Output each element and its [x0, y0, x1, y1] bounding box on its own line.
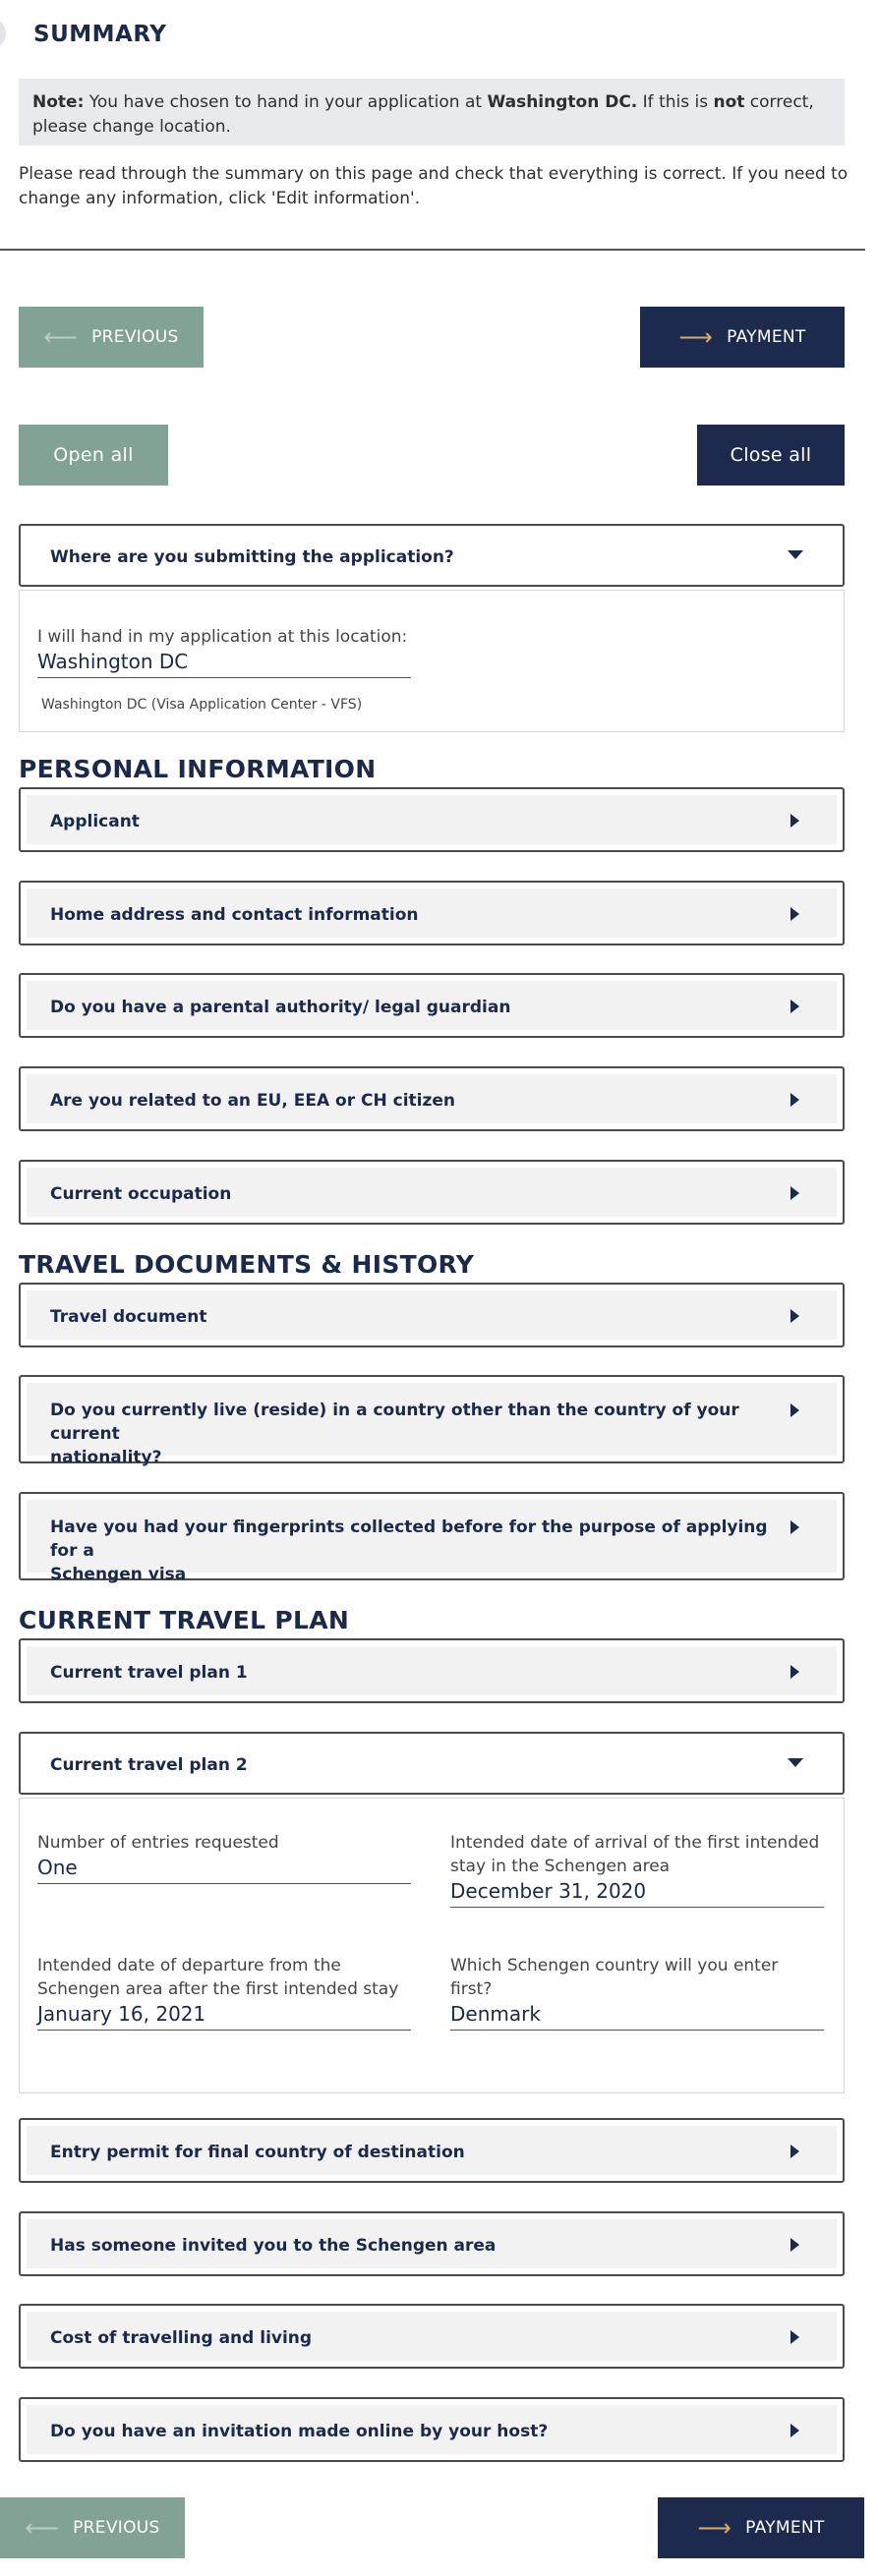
accordion-header: [27, 2126, 837, 2175]
accordion-label: Current travel plan 1: [50, 1663, 248, 1683]
accordion-label: Home address and contact information: [50, 905, 419, 925]
accordion-label: Do you have a parental authority/ legal guardian: [50, 998, 511, 1017]
previous-label: PREVIOUS: [73, 2518, 160, 2538]
caret-right-icon: [790, 1309, 799, 1323]
accordion-applicant[interactable]: [19, 787, 845, 852]
field-label: Intended date of departure from the Schengen area after the first intended stay: [37, 1956, 399, 1999]
arrow-right-icon: ⟶: [678, 323, 714, 351]
note-emphasis: not: [713, 92, 745, 112]
accordion-label: Current occupation: [50, 1184, 232, 1204]
accordion-header: [27, 1290, 837, 1340]
payment-label: PAYMENT: [745, 2518, 825, 2538]
accordion-entry-permit[interactable]: [19, 2118, 845, 2183]
accordion-header: [27, 2312, 837, 2361]
accordion-header: [27, 1383, 837, 1467]
caret-right-icon: [790, 1000, 799, 1013]
first-country-field: [450, 1954, 824, 2031]
note-text: You have chosen to hand in your application at: [84, 92, 488, 112]
accordion-fingerprints[interactable]: [19, 1492, 845, 1584]
field-value: January 16, 2021: [37, 2001, 411, 2031]
field-value: December 31, 2020: [450, 1878, 824, 1908]
accordion-submission-location[interactable]: [19, 524, 845, 587]
note-text: correct, please change location.: [32, 92, 814, 137]
caret-right-icon: [790, 1665, 799, 1679]
accordion-header: [27, 1740, 837, 1787]
previous-button[interactable]: [19, 307, 204, 368]
divider: [0, 249, 865, 251]
accordion-header: [27, 1500, 837, 1584]
accordion-header: [27, 795, 837, 844]
caret-right-icon: [790, 1520, 799, 1534]
accordion-header: [27, 2219, 837, 2268]
field-label: Number of entries requested: [37, 1833, 279, 1853]
field-value: Washington DC: [37, 649, 411, 678]
previous-label: PREVIOUS: [91, 327, 179, 347]
travel-plan-2-panel: [19, 1798, 845, 2093]
accordion-header: [27, 981, 837, 1030]
section-heading-travel-plan: CURRENT TRAVEL PLAN: [19, 1606, 350, 1634]
arrow-left-icon: ⟵: [25, 2514, 60, 2542]
caret-right-icon: [790, 1186, 799, 1200]
location-note: [19, 79, 845, 145]
accordion-residence[interactable]: [19, 1375, 845, 1467]
accordion-label: Entry permit for final country of destination: [50, 2143, 465, 2162]
accordion-label: Where are you submitting the application?: [50, 547, 454, 567]
accordion-label: Do you currently live (reside) in a country other than the country of your current nationality?: [50, 1401, 739, 1467]
accordion-header: [27, 1074, 837, 1123]
accordion-travel-document[interactable]: [19, 1283, 845, 1347]
field-label: Intended date of arrival of the first intended stay in the Schengen area: [450, 1833, 820, 1876]
entries-field: [37, 1831, 411, 1884]
intro-text: Please read through the summary on this page and check that everything is correct. If you need to change any information, click 'Edit information'.: [19, 164, 849, 208]
accordion-eu-relation[interactable]: [19, 1066, 845, 1131]
submission-panel: [19, 590, 845, 732]
step-indicator: [0, 18, 6, 49]
caret-right-icon: [790, 2424, 799, 2437]
accordion-travel-plan-2[interactable]: [19, 1732, 845, 1795]
arrow-left-icon: ⟵: [43, 323, 79, 351]
accordion-cost-of-travel[interactable]: [19, 2304, 845, 2369]
page-header: [0, 18, 865, 53]
accordion-online-invitation[interactable]: [19, 2397, 845, 2462]
section-heading-travel-docs: TRAVEL DOCUMENTS & HISTORY: [19, 1250, 475, 1279]
accordion-label: Are you related to an EU, EEA or CH citizen: [50, 1091, 456, 1111]
submission-location-field: [37, 625, 411, 678]
accordion-header: [27, 2405, 837, 2454]
page-title: SUMMARY: [33, 22, 167, 47]
caret-down-icon: [788, 1758, 803, 1767]
accordion-invitation[interactable]: [19, 2211, 845, 2276]
previous-button[interactable]: [0, 2497, 185, 2558]
caret-right-icon: [790, 2330, 799, 2344]
accordion-label: Travel document: [50, 1307, 207, 1327]
caret-right-icon: [790, 907, 799, 921]
accordion-label: Applicant: [50, 812, 140, 831]
accordion-occupation[interactable]: [19, 1160, 845, 1225]
note-prefix: Note:: [32, 92, 85, 112]
accordion-label: Current travel plan 2: [50, 1755, 248, 1775]
accordion-legal-guardian[interactable]: [19, 973, 845, 1038]
caret-down-icon: [788, 550, 803, 559]
payment-label: PAYMENT: [727, 327, 806, 347]
caret-right-icon: [790, 1403, 799, 1417]
accordion-label: Has someone invited you to the Schengen area: [50, 2236, 497, 2256]
departure-date-field: [37, 1954, 411, 2031]
note-text: If this is: [637, 92, 714, 112]
accordion-header: [27, 532, 837, 579]
accordion-header: [27, 1168, 837, 1217]
field-label: I will hand in my application at this location:: [37, 627, 408, 647]
section-heading-personal: PERSONAL INFORMATION: [19, 755, 377, 783]
caret-right-icon: [790, 2145, 799, 2158]
payment-button[interactable]: [640, 307, 845, 368]
field-value: One: [37, 1855, 411, 1884]
note-location: Washington DC.: [487, 92, 638, 112]
open-all-button[interactable]: Open all: [19, 425, 168, 486]
caret-right-icon: [790, 814, 799, 828]
field-label: Which Schengen country will you enter first?: [450, 1956, 779, 1999]
submission-detail: Washington DC (Visa Application Center - VFS): [41, 697, 363, 713]
accordion-travel-plan-1[interactable]: [19, 1638, 845, 1703]
accordion-header: [27, 1646, 837, 1695]
accordion-home-address[interactable]: [19, 881, 845, 945]
payment-button[interactable]: [658, 2497, 864, 2558]
accordion-label: Have you had your fingerprints collected before for the purpose of applying for a Schengen visa: [50, 1517, 768, 1584]
caret-right-icon: [790, 2238, 799, 2252]
accordion-label: Cost of travelling and living: [50, 2328, 313, 2348]
arrival-date-field: [450, 1831, 824, 1908]
arrow-right-icon: ⟶: [697, 2514, 732, 2542]
field-value: Denmark: [450, 2001, 824, 2031]
accordion-label: Do you have an invitation made online by your host?: [50, 2422, 549, 2441]
close-all-button[interactable]: Close all: [697, 425, 845, 486]
accordion-header: [27, 888, 837, 938]
caret-right-icon: [790, 1093, 799, 1107]
